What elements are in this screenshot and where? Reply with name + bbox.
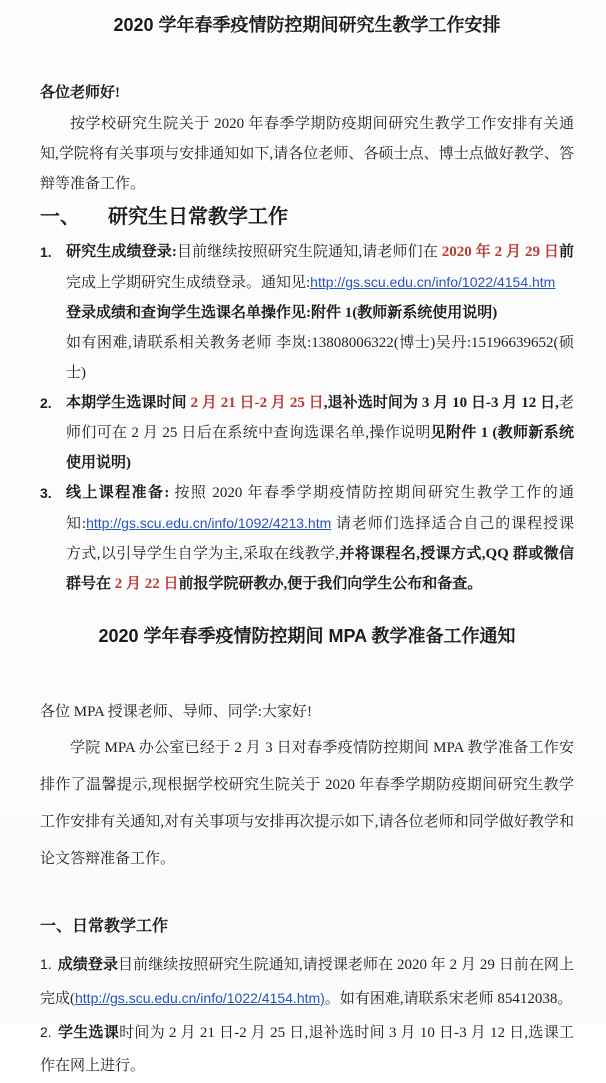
item-paragraph [66,388,574,478]
notice1-section-heading [40,203,574,231]
deadline-date: 2020 年 2 月 29 日 [441,244,559,260]
mpa-list-item [40,948,574,1016]
notice2-section-heading: 一、日常教学工作 [40,918,169,935]
item-content [66,237,574,388]
report-deadline-date: 2 月 22 日 [114,576,179,592]
item-number: 1. [40,244,52,260]
bold-text: 见附件 1 (教师新系统使用说明) [66,425,574,471]
body-text: 完成上学期研究生成绩登录。通知见: [66,275,311,291]
attachment-note [66,298,574,328]
item-number: 3. [40,485,52,501]
body-text: 按照 2020 年春季学期疫情防控期间研究生教学工作的通知: [66,485,574,532]
body-text: 老师们可在 2 月 25 日后在系统中查询选课名单,操作说明 [66,395,574,441]
bold-text: 登录成绩和查询学生选课名单操作见:附件 1(教师新系统使用说明) [66,305,498,321]
notice2-greeting: 各位 MPA 授课老师、导师、同学:大家好! [40,704,312,720]
course-selection-dates: 2 月 21 日-2 月 25 日 [190,395,324,411]
list-item [40,237,574,388]
item-content [66,478,574,599]
bold-text: 前 [558,244,574,260]
body-text: 目前继续按照研究生院通知,请授课老师在 2020 年 2 月 29 日前在网上完成( [40,957,574,1007]
item-number: 2. [40,1024,52,1040]
item-lead-label: 成绩登录 [57,957,119,973]
item-lead-label: 线上课程准备: [66,485,170,501]
item-paragraph [66,237,574,298]
grade-notice-link[interactable]: http://gs.scu.edu.cn/info/1022/4154.htm [310,274,556,290]
list-item [40,388,574,478]
section-title: 研究生日常教学工作 [108,206,288,228]
notice1-title: 2020 学年春季疫情防控期间研究生教学工作安排 [113,15,501,35]
bold-text: 前报学院研教办,便于我们向学生公布和备查。 [178,576,483,592]
list-item [40,478,574,599]
body-text: 目前继续按照研究生院通知,请老师们在 [176,244,442,260]
item-content [66,388,574,478]
body-text: 。如有困难,请联系宋老师 85412038。 [324,991,573,1007]
contact-note: 如有困难,请联系相关教务老师 李岚:13808006322(博士)吴丹:15196639652(硕士) [66,335,574,381]
item-lead-label: 研究生成绩登录: [66,244,177,260]
notice1-greeting: 各位老师好! [40,85,120,101]
item-lead-label: 本期学生选课时间 [66,395,191,411]
notice2-title: 2020 学年春季疫情防控期间 MPA 教学准备工作通知 [98,626,516,646]
notice1-item-list [40,237,574,599]
online-course-notice-link[interactable]: http://gs.scu.edu.cn/info/1092/4213.htm [86,515,332,531]
item-paragraph [66,478,574,599]
bold-text: ,退补选时间为 3 月 10 日-3 月 12 日, [323,395,559,411]
item-number: 1. [40,956,52,972]
item-lead-label: 学生选课 [57,1025,120,1041]
notice1-intro-paragraph: 按学校研究生院关于 2020 年春季学期防疫期间研究生教学工作安排有关通知,学院将有关事项与安排通知如下,请各位老师、各硕士点、博士点做好教学、答辩等准备工作。 [40,116,574,192]
notice2-intro-paragraph: 学院 MPA 办公室已经于 2 月 3 日对春季疫情防控期间 MPA 教学准备工作安排作了温馨提示,现根据学校研究生院关于 2020 年春季学期防疫期间研究生教学工作安排有关通知,对有关事项与安排再次提示如下,请各位老师和同学做好教学和论文答辩准备工作。 [40,740,574,867]
item-number: 2. [40,395,52,411]
mpa-list-item [40,1016,574,1083]
body-text: 时间为 2 月 21 日-2 月 25 日,退补选时间 3 月 10 日-3 月 12 日,选课工作在网上进行。 [40,1025,574,1074]
grade-entry-link[interactable]: http://gs.scu.edu.cn/info/1022/4154.htm) [75,990,325,1006]
section-number: 一、 [40,206,80,228]
body-text: 请老师们选择适合自己的课程授课方式,以引导学生自学为主,采取在线教学, [66,516,574,562]
bold-text: 并将课程名,授课方式,QQ 群或微信群号在 [66,546,574,592]
